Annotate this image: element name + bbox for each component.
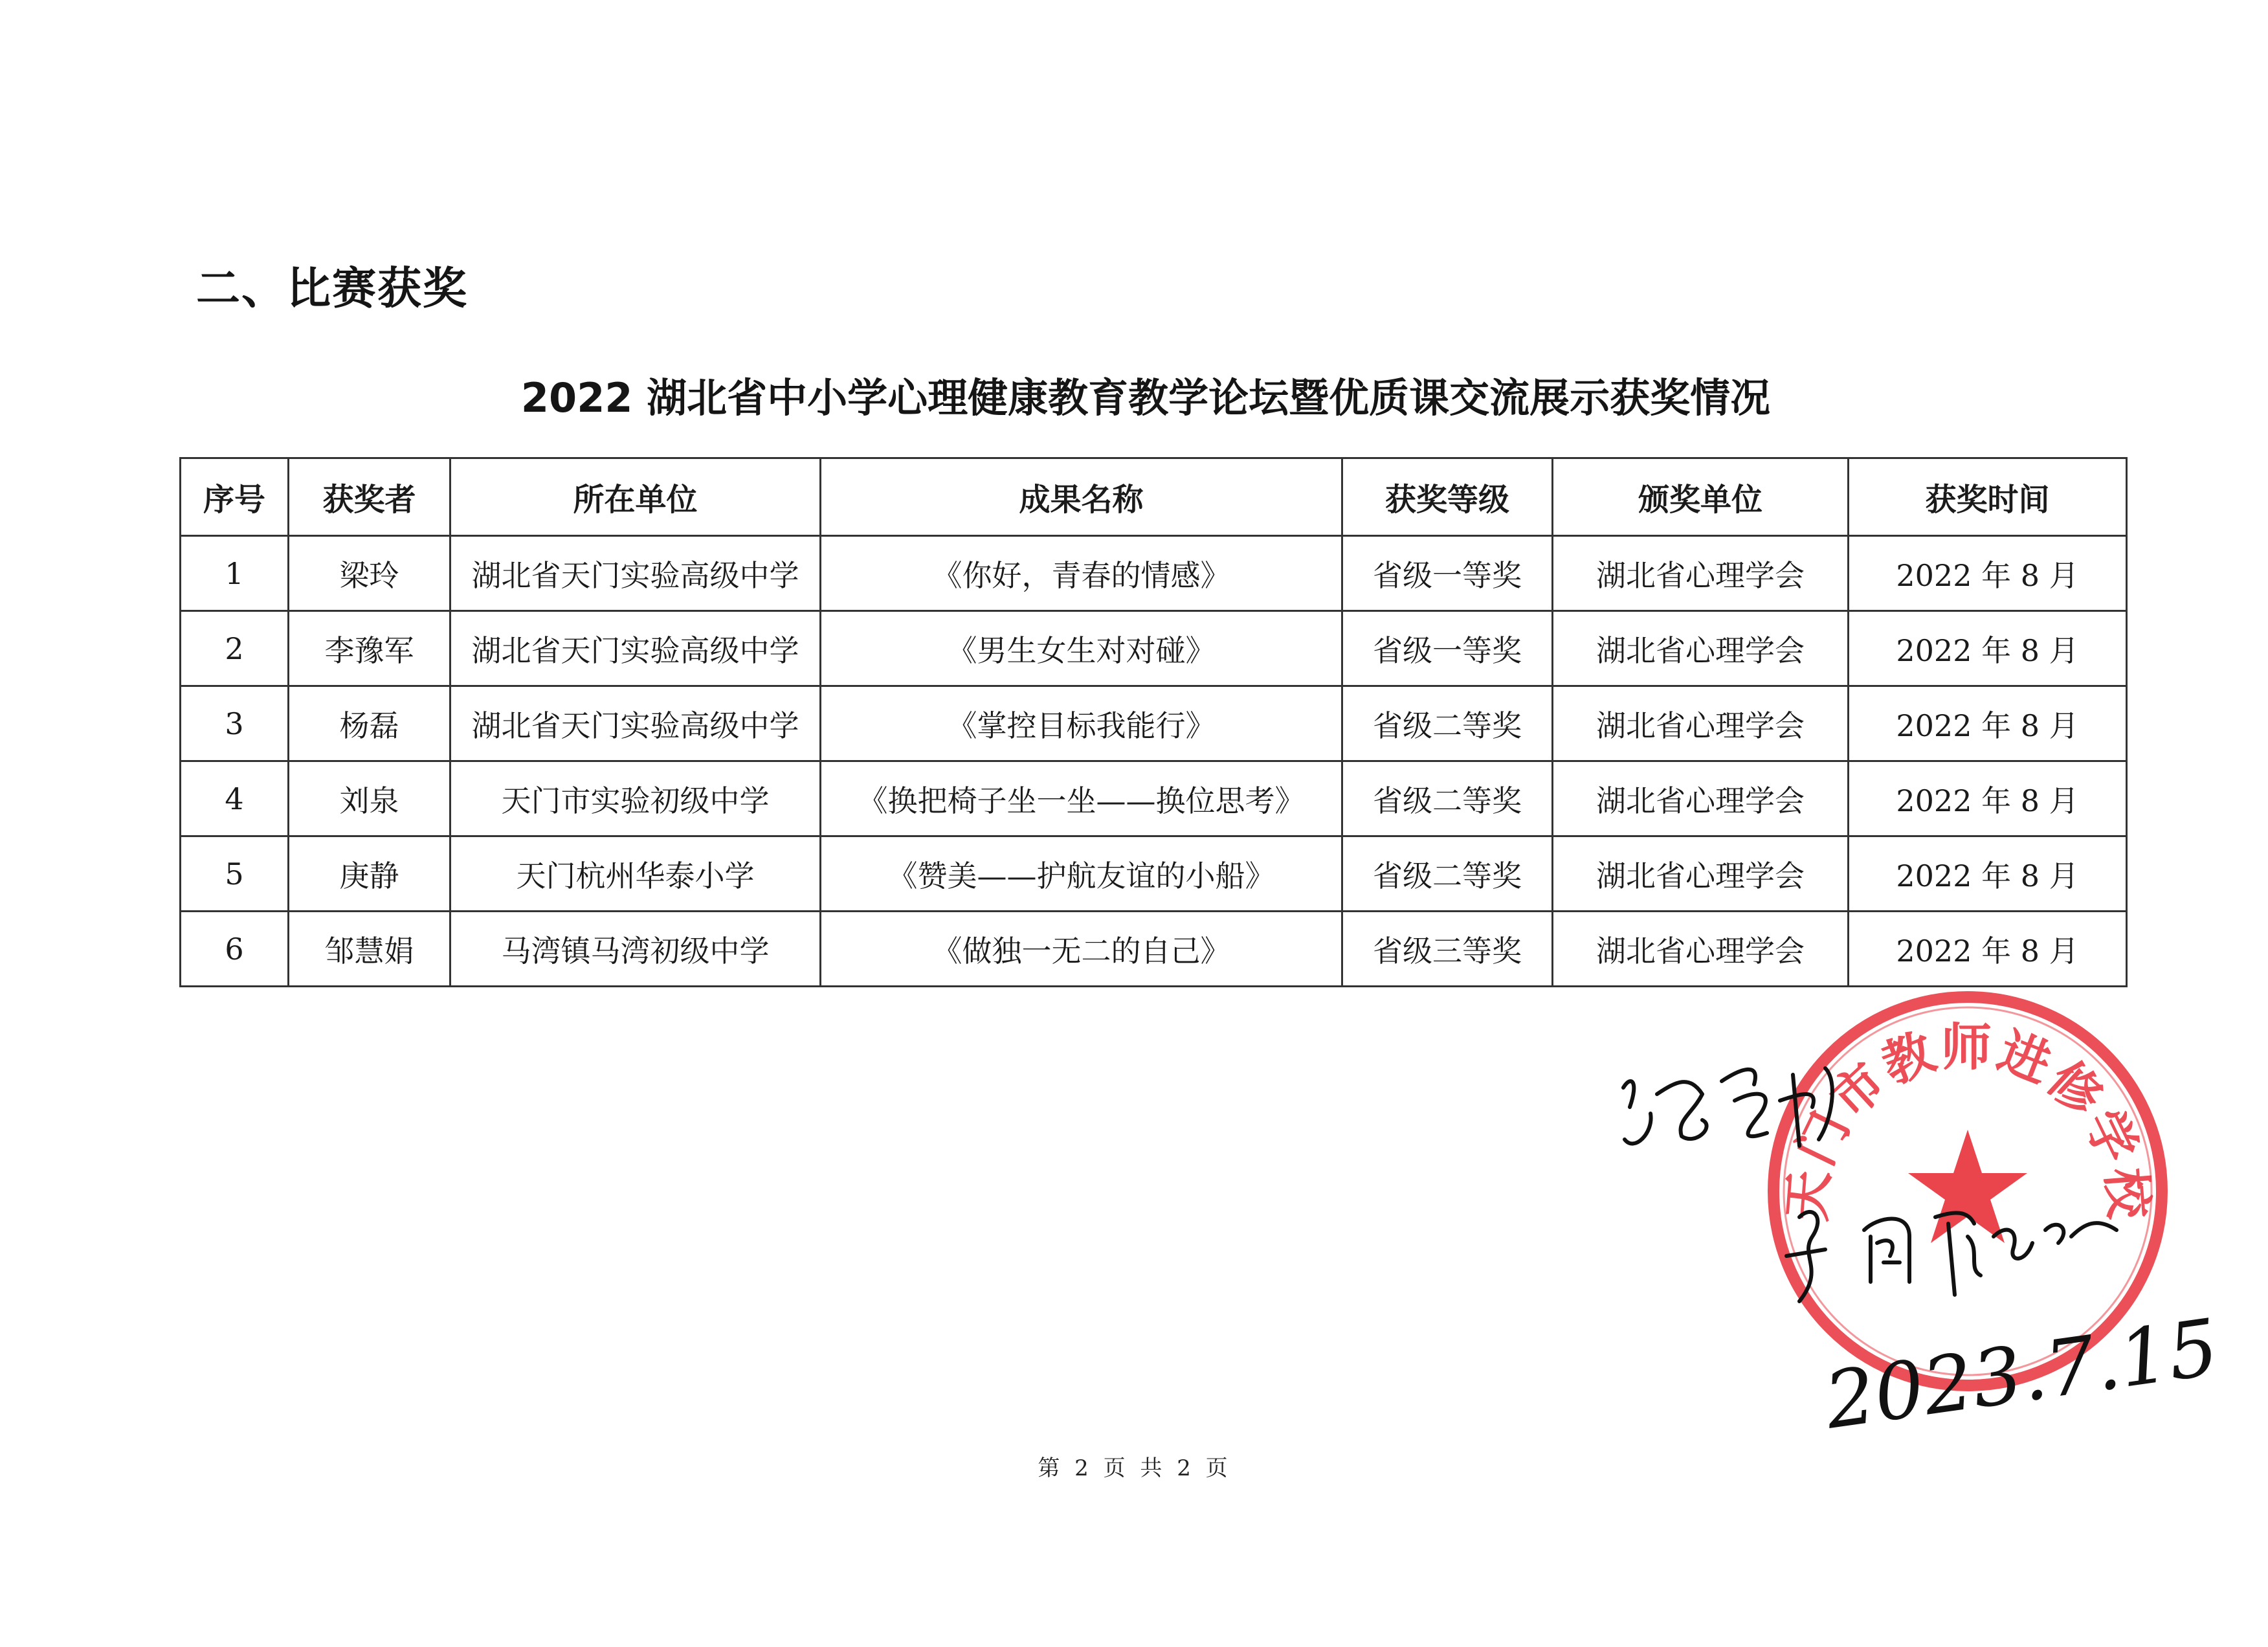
cell-work-title: 《赞美——护航友谊的小船》 bbox=[821, 836, 1342, 912]
awards-table bbox=[179, 457, 2128, 987]
cell-winner: 杨磊 bbox=[289, 686, 450, 761]
cell-unit: 天门杭州华泰小学 bbox=[450, 836, 821, 912]
handwritten-signature bbox=[1605, 1023, 2252, 1463]
cell-work-title: 《你好，青春的情感》 bbox=[821, 536, 1342, 611]
header-work-title: 成果名称 bbox=[821, 458, 1342, 536]
cell-issuer: 湖北省心理学会 bbox=[1553, 611, 1849, 686]
cell-award-date: 2022 年 8 月 bbox=[1849, 536, 2127, 611]
table-row bbox=[181, 686, 2127, 761]
signature-date: 2023.7.15 bbox=[1819, 1302, 2224, 1447]
cell-award-date: 2022 年 8 月 bbox=[1849, 761, 2127, 836]
cell-work-title: 《男生女生对对碰》 bbox=[821, 611, 1342, 686]
cell-award-level: 省级二等奖 bbox=[1342, 836, 1553, 912]
header-issuer: 颁奖单位 bbox=[1553, 458, 1849, 536]
cell-work-title: 《换把椅子坐一坐——换位思考》 bbox=[821, 761, 1342, 836]
cell-award-level: 省级二等奖 bbox=[1342, 686, 1553, 761]
section-heading: 二、比赛获奖 bbox=[196, 263, 469, 315]
cell-unit: 湖北省天门实验高级中学 bbox=[450, 686, 821, 761]
cell-winner: 庚静 bbox=[289, 836, 450, 912]
header-award-date: 获奖时间 bbox=[1849, 458, 2127, 536]
page-footer: 第 2 页 共 2 页 bbox=[1038, 1455, 1228, 1481]
cell-award-level: 省级一等奖 bbox=[1342, 611, 1553, 686]
cell-work-title: 《做独一无二的自己》 bbox=[821, 912, 1342, 987]
cell-award-level: 省级一等奖 bbox=[1342, 536, 1553, 611]
cell-unit: 湖北省天门实验高级中学 bbox=[450, 611, 821, 686]
header-unit: 所在单位 bbox=[450, 458, 821, 536]
table-header-row bbox=[181, 458, 2127, 536]
cell-unit: 马湾镇马湾初级中学 bbox=[450, 912, 821, 987]
cell-issuer: 湖北省心理学会 bbox=[1553, 761, 1849, 836]
cell-unit: 湖北省天门实验高级中学 bbox=[450, 536, 821, 611]
cell-winner: 刘泉 bbox=[289, 761, 450, 836]
cell-index: 6 bbox=[181, 912, 289, 987]
cell-index: 1 bbox=[181, 536, 289, 611]
header-winner: 获奖者 bbox=[289, 458, 450, 536]
cell-award-date: 2022 年 8 月 bbox=[1849, 686, 2127, 761]
table-row bbox=[181, 761, 2127, 836]
header-index: 序号 bbox=[181, 458, 289, 536]
table-row bbox=[181, 836, 2127, 912]
cell-work-title: 《掌控目标我能行》 bbox=[821, 686, 1342, 761]
cell-index: 4 bbox=[181, 761, 289, 836]
cell-issuer: 湖北省心理学会 bbox=[1553, 836, 1849, 912]
cell-award-date: 2022 年 8 月 bbox=[1849, 912, 2127, 987]
cell-index: 2 bbox=[181, 611, 289, 686]
document-title: 2022 湖北省中小学心理健康教育教学论坛暨优质课交流展示获奖情况 bbox=[520, 374, 1771, 421]
cell-issuer: 湖北省心理学会 bbox=[1553, 536, 1849, 611]
cell-index: 5 bbox=[181, 836, 289, 912]
cell-winner: 梁玲 bbox=[289, 536, 450, 611]
cell-award-level: 省级二等奖 bbox=[1342, 761, 1553, 836]
header-award-level: 获奖等级 bbox=[1342, 458, 1553, 536]
cell-award-date: 2022 年 8 月 bbox=[1849, 611, 2127, 686]
cell-winner: 李豫军 bbox=[289, 611, 450, 686]
seal-text: 天门市教师进修学校 bbox=[1777, 1018, 2158, 1224]
cell-issuer: 湖北省心理学会 bbox=[1553, 912, 1849, 987]
cell-unit: 天门市实验初级中学 bbox=[450, 761, 821, 836]
cell-winner: 邹慧娟 bbox=[289, 912, 450, 987]
cell-index: 3 bbox=[181, 686, 289, 761]
cell-award-date: 2022 年 8 月 bbox=[1849, 836, 2127, 912]
table-row bbox=[181, 536, 2127, 611]
table-row bbox=[181, 611, 2127, 686]
cell-issuer: 湖北省心理学会 bbox=[1553, 686, 1849, 761]
cell-award-level: 省级三等奖 bbox=[1342, 912, 1553, 987]
